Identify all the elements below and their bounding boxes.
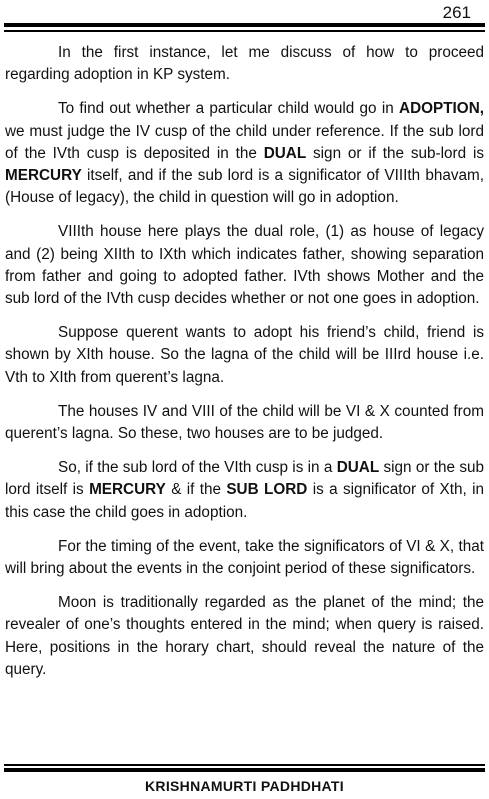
text-run: Suppose querent wants to adopt his friend’s child, friend is shown by XIth house. So the lagna of the child will be IIIrd house i.e. Vth to XIth from querent’s lagna. xyxy=(5,324,484,386)
footer-rule-thin xyxy=(4,764,485,766)
footer-rule-thick xyxy=(4,768,485,772)
paragraph-8 xyxy=(5,592,484,681)
text-run: The houses IV and VIII of the child will be VI & X counted from querent’s lagna. So these, two houses are to be judged. xyxy=(5,402,484,443)
text-run: we must judge the IV cusp of the child under reference. If the sub lord of the IVth cusp is deposited in the xyxy=(5,122,484,162)
text-run: itself, and if the sub lord is a significator of VIIIth bhavam, (House of legacy), the child in question will go in adoption. xyxy=(5,167,484,207)
paragraph-6 xyxy=(5,457,484,524)
emphasis-text: MERCURY xyxy=(89,481,166,499)
text-run: sign or if the sub-lord is xyxy=(306,144,485,162)
text-run: & if the xyxy=(165,481,227,499)
body-text xyxy=(5,42,484,693)
text-run: So, if the sub lord of the VIth cusp is in a xyxy=(58,459,337,477)
header-rule-thin xyxy=(4,30,485,32)
text-run: sign or the sub lord itself is xyxy=(5,459,484,499)
emphasis-text: ADOPTION, xyxy=(399,100,484,118)
text-run: is a significator of Xth, in this case the child goes in adoption. xyxy=(5,481,484,521)
emphasis-text: SUB LORD xyxy=(226,481,308,499)
emphasis-text: MERCURY xyxy=(5,167,82,185)
paragraph-2 xyxy=(5,98,484,209)
paragraph-4 xyxy=(5,322,484,389)
text-run: In the first instance, let me discuss of how to proceed regarding adoption in KP system. xyxy=(5,44,484,84)
emphasis-text: DUAL xyxy=(263,144,307,162)
text-run: Moon is traditionally regarded as the planet of the mind; the revealer of one’s thoughts entered in the mind; when query is raised. Here, positions in the horary chart, should reveal the nature of the query. xyxy=(5,594,484,678)
text-run: VIIIth house here plays the dual role, (1) as house of legacy and (2) being XIIth to IXth which indicates father, showing separation from father and going to adopted father. IVth shows Mother and the sub lord of the IVth cusp decides whether or not one goes in adoption. xyxy=(5,223,484,308)
paragraph-3 xyxy=(5,221,484,310)
text-run: For the timing of the event, take the significators of VI & X, that will bring about the events in the conjoint period of these significators. xyxy=(5,537,484,578)
header-rule-thick xyxy=(4,23,485,27)
running-footer-title: KRISHNAMURTI PADHDHATI xyxy=(145,778,344,794)
paragraph-7 xyxy=(5,536,484,580)
text-run: To find out whether a particular child would go in xyxy=(58,100,400,118)
paragraph-5 xyxy=(5,401,484,445)
emphasis-text: DUAL xyxy=(336,459,380,477)
paragraph-1 xyxy=(5,42,484,86)
page-number: 261 xyxy=(442,3,471,22)
